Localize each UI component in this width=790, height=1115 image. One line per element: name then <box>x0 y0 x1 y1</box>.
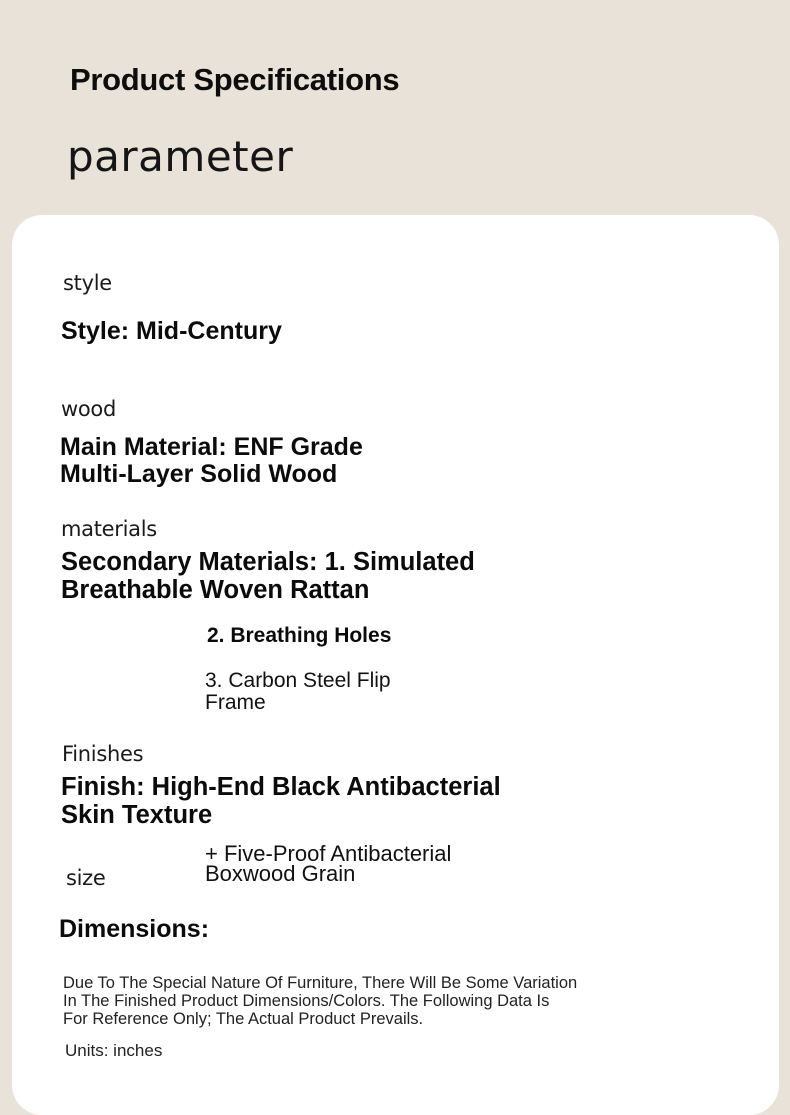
finish-extra <box>205 841 452 887</box>
materials-label: materials <box>61 517 157 541</box>
wood-label: wood <box>61 397 117 421</box>
page-title: Product Specifications <box>70 62 400 97</box>
wood-value-line1: Main Material: ENF Grade <box>60 433 363 461</box>
units-label: Units: inches <box>65 1041 163 1060</box>
materials-item-2: 2. Breathing Holes <box>207 624 392 647</box>
style-value: Style: Mid-Century <box>61 317 282 345</box>
finish-extra-line1: + Five-Proof Antibacterial <box>205 841 452 866</box>
finish-value <box>61 774 501 829</box>
finish-extra-line2: Boxwood Grain <box>205 861 356 887</box>
finish-value-line1: Finish: High-End Black Antibacterial <box>61 773 501 801</box>
wood-value-line2: Multi-Layer Solid Wood <box>60 460 338 488</box>
finish-value-line2: Skin Texture <box>61 800 213 829</box>
materials-item-3 <box>205 670 391 714</box>
page-subtitle: parameter <box>67 132 294 181</box>
materials-item-3-line1: 3. Carbon Steel Flip <box>205 669 391 692</box>
dimensions-note <box>63 974 623 1028</box>
note-line1: Due To The Special Nature Of Furniture, There Will Be Some Variation <box>63 974 578 992</box>
finishes-label: Finishes <box>62 742 144 766</box>
note-line3: For Reference Only; The Actual Product Prevails. <box>63 1010 424 1029</box>
wood-value <box>60 434 363 488</box>
materials-value <box>61 549 475 604</box>
style-label: style <box>63 271 112 295</box>
materials-value-line1: Secondary Materials: 1. Simulated <box>61 548 475 576</box>
materials-item-3-line2: Frame <box>205 691 266 715</box>
materials-value-line2: Breathable Woven Rattan <box>61 575 370 604</box>
size-label: size <box>66 866 106 890</box>
note-line2: In The Finished Product Dimensions/Colors. The Following Data Is <box>63 992 550 1011</box>
dimensions-label: Dimensions: <box>59 915 210 943</box>
